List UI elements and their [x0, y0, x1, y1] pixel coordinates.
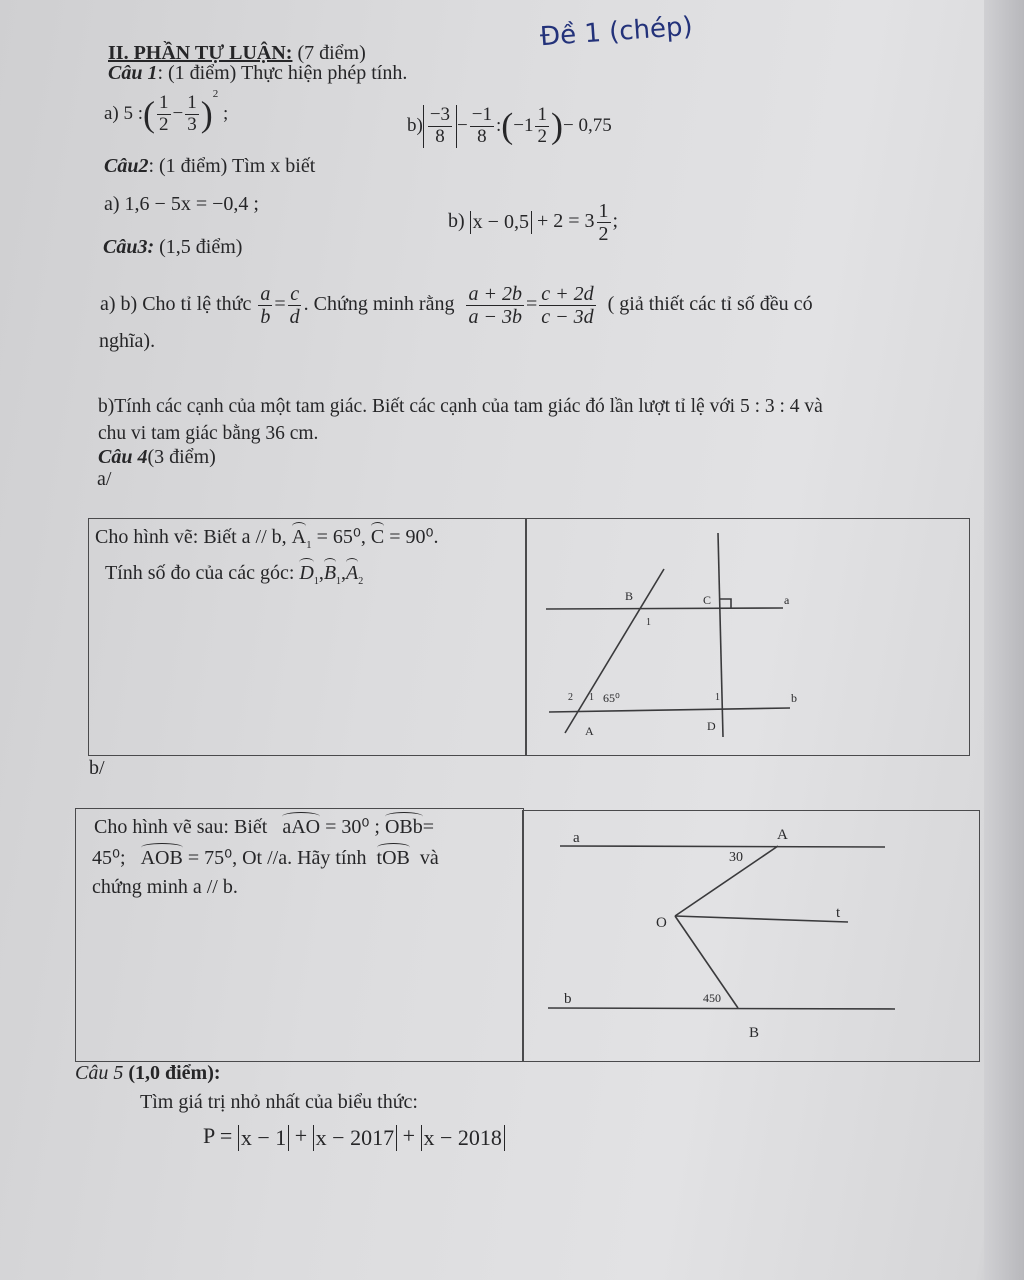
op: −	[172, 103, 184, 124]
subscript: 2	[358, 576, 364, 587]
label-45: 450	[703, 991, 721, 1005]
q1b-expression: b) $\frac{-3}{8}$ − $\frac{-1}{8}$ :(−1 $\frac{1}{2}$ )− 0,75	[407, 104, 612, 147]
numerator: 1	[537, 104, 547, 125]
q4b-line3: chứng minh a // b.	[92, 876, 238, 898]
angle-AOB: AOB	[140, 847, 183, 869]
label-1: 1	[715, 692, 720, 703]
value: = 30⁰ ;	[325, 816, 380, 838]
denominator: 2	[159, 114, 169, 136]
q4-points: (3 điểm)	[147, 446, 216, 468]
label-t: t	[836, 905, 841, 921]
label-a: a	[573, 830, 580, 846]
numerator: c + 2d	[541, 283, 594, 305]
abs-term: x − 1	[238, 1125, 289, 1150]
q1a-expression: a) 5 :( $\frac{1}{2}$ − $\frac{1}{3}$ )$^2$ ;	[104, 88, 229, 136]
numerator: a	[260, 283, 271, 305]
q4a-label: a/	[97, 468, 112, 490]
numerator: c	[290, 283, 300, 305]
q3b-line1: b)Tính các cạnh của một tam giác. Biết các cạnh của tam giác đó lần lượt tỉ lệ với 5 : 3 : 4 và	[98, 396, 823, 417]
label-b: b	[791, 691, 797, 705]
op: +	[294, 1123, 308, 1148]
q1a-end: ;	[223, 103, 229, 124]
value: 45⁰;	[92, 847, 126, 869]
q1a-prefix: a) 5 :	[104, 103, 144, 124]
angle-A2: A	[346, 562, 359, 584]
label-1: 1	[589, 692, 594, 703]
q2-label: Câu2	[104, 155, 149, 177]
denominator: 2	[598, 223, 609, 245]
q5-expression	[203, 1123, 505, 1151]
numerator: 1	[187, 92, 197, 114]
p-label: P =	[203, 1123, 233, 1148]
q4b-figure-box	[522, 810, 980, 1062]
exponent: 2	[212, 88, 219, 100]
subscript: 1	[313, 576, 319, 587]
angle-B1: B	[323, 562, 337, 584]
given-text: = 75⁰, Ot //a. Hãy tính	[187, 847, 367, 869]
q5-heading	[75, 1062, 221, 1085]
numerator: 1	[159, 92, 169, 114]
label-D: D	[707, 719, 716, 733]
subscript: 1	[306, 539, 312, 551]
angle-C: C	[370, 526, 385, 548]
numerator: a + 2b	[468, 283, 522, 305]
op: :	[495, 114, 502, 136]
angle-aAO: aAO	[282, 816, 321, 838]
op: =	[274, 293, 286, 316]
angle-tOB: tOB	[376, 847, 410, 869]
q2b-rest: + 2 = 3	[536, 210, 595, 233]
text: và	[419, 847, 439, 869]
label-A: A	[585, 724, 594, 738]
subscript: 1	[336, 576, 342, 587]
label-C: C	[703, 593, 712, 607]
label-b: b	[564, 991, 572, 1007]
q3b-line2: chu vi tam giác bằng 36 cm.	[98, 423, 319, 444]
value: = 65⁰,	[316, 526, 366, 548]
q3-points: (1,5 điểm)	[159, 236, 243, 258]
q2b-prefix: b)	[448, 210, 465, 233]
label-2: 2	[568, 692, 573, 703]
abs-value: x − 0,5	[470, 211, 532, 234]
denominator: 8	[435, 125, 445, 147]
q5-points: (1,0 điểm):	[128, 1062, 221, 1084]
op: =	[525, 293, 538, 316]
q3a-tail: ( giả thiết các tỉ số đều có	[607, 293, 813, 316]
q1b-end: − 0,75	[562, 114, 612, 136]
q4b-line1	[94, 816, 434, 839]
label-B: B	[749, 1025, 760, 1041]
comma: ,	[318, 562, 324, 584]
label-a: a	[784, 593, 790, 607]
angle-OBb: OBb	[384, 816, 423, 838]
op: −	[457, 114, 468, 136]
q4b-label: b/	[89, 757, 105, 779]
q1b-prefix: b)	[407, 114, 423, 136]
q3a-line2: nghĩa).	[99, 330, 156, 352]
op: =	[422, 816, 435, 838]
comma: ,	[341, 562, 347, 584]
section-title-text: II. PHẦN TỰ LUẬN:	[108, 42, 293, 64]
q5-label: Câu 5	[75, 1062, 124, 1084]
angle-A1: A	[291, 526, 307, 548]
denominator: c − 3d	[541, 306, 594, 328]
label-1: 1	[646, 617, 651, 628]
angle-D1: D	[299, 562, 314, 584]
value: = 90⁰.	[389, 526, 439, 548]
q1-points: : (1 điểm) Thực hiện phép tính.	[157, 62, 408, 84]
given-text: Cho hình vẽ: Biết a // b,	[95, 526, 287, 548]
q2-points: : (1 điểm) Tìm x biết	[148, 155, 316, 177]
denominator: d	[289, 306, 300, 328]
label-65: 65⁰	[603, 691, 620, 705]
denominator: b	[260, 306, 271, 328]
q2b-end: ;	[612, 210, 619, 233]
q3a-prefix: a) b) Cho tỉ lệ thức	[100, 293, 252, 316]
label-B: B	[625, 589, 634, 603]
figure-1-labels	[568, 589, 797, 738]
handwritten-note: Đề 1 (chép)	[539, 11, 694, 53]
q1-label: Câu 1	[108, 62, 158, 84]
numerator: −1	[471, 104, 492, 125]
q4-label: Câu 4	[98, 446, 148, 468]
numerator: −3	[429, 104, 451, 125]
q3-label: Câu3:	[103, 236, 155, 258]
q5-text: Tìm giá trị nhỏ nhất của biểu thức:	[140, 1091, 418, 1113]
line-ab	[565, 569, 664, 733]
q4b-line2	[92, 847, 439, 870]
denominator: a − 3b	[468, 306, 522, 328]
label-30: 30	[729, 850, 743, 865]
abs-term: x − 2017	[313, 1125, 397, 1150]
given-text: Cho hình vẽ sau: Biết	[94, 816, 268, 838]
label-O: O	[656, 915, 667, 931]
denominator: 3	[187, 114, 197, 136]
line-a	[546, 608, 783, 609]
abs-term: x − 2018	[421, 1125, 505, 1150]
line-b	[549, 708, 790, 712]
denominator: 2	[537, 125, 547, 147]
op: +	[402, 1123, 416, 1148]
numerator: 1	[598, 200, 609, 222]
line-cd	[718, 533, 723, 737]
denominator: 8	[477, 125, 487, 147]
section-points: (7 điểm)	[297, 42, 366, 64]
q2a-expression: a) 1,6 − 5x = −0,4 ;	[104, 193, 259, 215]
label-A: A	[777, 827, 788, 843]
q3a-mid: . Chứng minh rằng	[303, 293, 455, 316]
task-text: Tính số đo của các góc:	[105, 562, 295, 584]
figure-1	[546, 533, 790, 737]
mixed-number: −1	[513, 114, 534, 136]
